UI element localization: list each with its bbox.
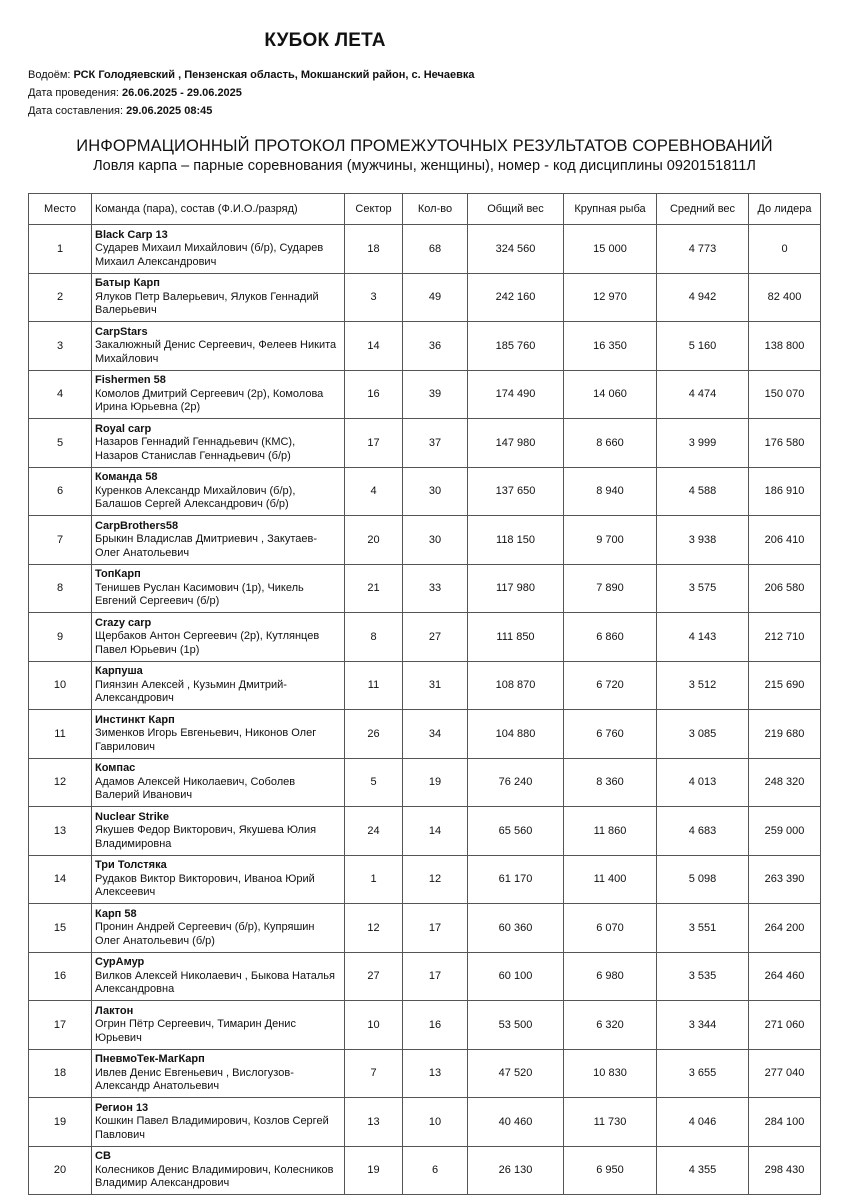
col-total-weight: Общий вес	[468, 194, 564, 225]
cell-count: 36	[403, 322, 468, 371]
cell-big-fish: 11 860	[564, 807, 657, 856]
col-count: Кол-во	[403, 194, 468, 225]
table-row	[29, 516, 821, 565]
cell-team	[92, 467, 345, 516]
cell-to-leader: 271 060	[749, 1001, 821, 1050]
compiled-value: 29.06.2025 08:45	[126, 105, 213, 117]
cell-total-weight: 137 650	[468, 467, 564, 516]
team-name: Fishermen 58	[95, 374, 166, 386]
table-row	[29, 952, 821, 1001]
col-place: Место	[29, 194, 92, 225]
cell-count: 30	[403, 516, 468, 565]
cell-to-leader: 264 460	[749, 952, 821, 1001]
col-avg-weight: Средний вес	[657, 194, 749, 225]
cell-avg-weight: 3 535	[657, 952, 749, 1001]
cell-count: 49	[403, 273, 468, 322]
cell-to-leader: 215 690	[749, 661, 821, 710]
results-table	[28, 193, 821, 1195]
cell-sector: 12	[345, 904, 403, 953]
cell-team	[92, 1146, 345, 1195]
cell-avg-weight: 3 938	[657, 516, 749, 565]
team-name: ПневмоТек-МагКарп	[95, 1053, 205, 1065]
cell-team	[92, 516, 345, 565]
meta-block	[28, 66, 475, 120]
cell-to-leader: 206 410	[749, 516, 821, 565]
cell-big-fish: 6 320	[564, 1001, 657, 1050]
cell-count: 6	[403, 1146, 468, 1195]
cell-sector: 11	[345, 661, 403, 710]
cell-count: 37	[403, 419, 468, 468]
venue-value: РСК Голодяевский , Пензенская область, Мокшанский район, с. Нечаевка	[73, 69, 475, 81]
cell-big-fish: 11 730	[564, 1098, 657, 1147]
cell-place: 10	[29, 661, 92, 710]
discipline-subtitle: Ловля карпа – парные соревнования (мужчины, женщины), номер - код дисциплины 0920151811Л	[93, 158, 756, 174]
table-row	[29, 322, 821, 371]
cell-sector: 5	[345, 758, 403, 807]
team-members: Щербаков Антон Сергеевич (2р), Кутлянцев Павел Юрьевич (1р)	[95, 630, 320, 656]
cell-place: 4	[29, 370, 92, 419]
team-members: Колесников Денис Владимирович, Колесников Владимир Александрович	[95, 1163, 334, 1189]
cell-to-leader: 277 040	[749, 1049, 821, 1098]
table-row	[29, 467, 821, 516]
cell-sector: 4	[345, 467, 403, 516]
cell-total-weight: 60 100	[468, 952, 564, 1001]
cell-avg-weight: 3 999	[657, 419, 749, 468]
cell-to-leader: 138 800	[749, 322, 821, 371]
cell-team	[92, 807, 345, 856]
cell-avg-weight: 4 942	[657, 273, 749, 322]
cell-to-leader: 264 200	[749, 904, 821, 953]
cell-total-weight: 111 850	[468, 613, 564, 662]
cell-place: 9	[29, 613, 92, 662]
team-members: Комолов Дмитрий Сергеевич (2р), Комолова Ирина Юрьевна (2р)	[95, 387, 324, 413]
table-row	[29, 273, 821, 322]
table-row	[29, 419, 821, 468]
cell-big-fish: 6 950	[564, 1146, 657, 1195]
competition-title: КУБОК ЛЕТА	[264, 30, 386, 51]
cell-count: 33	[403, 564, 468, 613]
cell-total-weight: 65 560	[468, 807, 564, 856]
cell-sector: 21	[345, 564, 403, 613]
team-name: Nuclear Strike	[95, 810, 169, 823]
cell-sector: 7	[345, 1049, 403, 1098]
cell-place: 8	[29, 564, 92, 613]
cell-team	[92, 370, 345, 419]
cell-place: 3	[29, 322, 92, 371]
cell-count: 17	[403, 952, 468, 1001]
team-name: СВ	[95, 1150, 111, 1162]
cell-avg-weight: 3 344	[657, 1001, 749, 1050]
cell-big-fish: 6 980	[564, 952, 657, 1001]
cell-big-fish: 8 940	[564, 467, 657, 516]
cell-total-weight: 108 870	[468, 661, 564, 710]
cell-place: 7	[29, 516, 92, 565]
header-row	[29, 194, 821, 225]
cell-total-weight: 53 500	[468, 1001, 564, 1050]
cell-total-weight: 118 150	[468, 516, 564, 565]
cell-big-fish: 8 360	[564, 758, 657, 807]
cell-team	[92, 1098, 345, 1147]
cell-total-weight: 104 880	[468, 710, 564, 759]
cell-sector: 24	[345, 807, 403, 856]
cell-count: 31	[403, 661, 468, 710]
cell-total-weight: 147 980	[468, 419, 564, 468]
cell-place: 16	[29, 952, 92, 1001]
team-name: ТопКарп	[95, 568, 141, 580]
cell-avg-weight: 3 655	[657, 1049, 749, 1098]
cell-place: 18	[29, 1049, 92, 1098]
cell-avg-weight: 3 575	[657, 564, 749, 613]
cell-to-leader: 82 400	[749, 273, 821, 322]
dates-line	[28, 84, 475, 102]
table-row	[29, 855, 821, 904]
cell-avg-weight: 4 683	[657, 807, 749, 856]
team-members: Ялуков Петр Валерьевич, Ялуков Геннадий Валерьевич	[95, 290, 319, 316]
team-name: Crazy carp	[95, 616, 152, 629]
cell-place: 15	[29, 904, 92, 953]
cell-total-weight: 174 490	[468, 370, 564, 419]
protocol-title: ИНФОРМАЦИОННЫЙ ПРОТОКОЛ ПРОМЕЖУТОЧНЫХ РЕЗУЛЬТАТОВ СОРЕВНОВАНИЙ	[76, 137, 773, 155]
cell-count: 68	[403, 225, 468, 274]
cell-big-fish: 12 970	[564, 273, 657, 322]
cell-team	[92, 613, 345, 662]
cell-to-leader: 263 390	[749, 855, 821, 904]
table-row	[29, 225, 821, 274]
cell-avg-weight: 3 085	[657, 710, 749, 759]
table-row	[29, 564, 821, 613]
cell-count: 27	[403, 613, 468, 662]
cell-avg-weight: 4 013	[657, 758, 749, 807]
cell-count: 30	[403, 467, 468, 516]
team-members: Вилков Алексей Николаевич , Быкова Наталья Александровна	[95, 969, 335, 995]
cell-sector: 19	[345, 1146, 403, 1195]
team-members: Закалюжный Денис Сергеевич, Фелеев Никита Михайлович	[95, 339, 337, 365]
table-row	[29, 1001, 821, 1050]
cell-avg-weight: 5 098	[657, 855, 749, 904]
team-name: Компас	[95, 762, 136, 774]
team-name: Карпуша	[95, 665, 143, 677]
cell-sector: 17	[345, 419, 403, 468]
cell-to-leader: 298 430	[749, 1146, 821, 1195]
team-members: Сударев Михаил Михайлович (б/р), Сударев Михаил Александрович	[95, 242, 324, 268]
team-members: Рудаков Виктор Викторович, Иваноа Юрий Алексеевич	[95, 872, 315, 898]
team-name: CarpBrothers58	[95, 519, 179, 532]
table-row	[29, 904, 821, 953]
cell-sector: 16	[345, 370, 403, 419]
team-members: Зименков Игорь Евгеньевич, Никонов Олег Гаврилович	[95, 727, 317, 753]
cell-to-leader: 150 070	[749, 370, 821, 419]
cell-place: 20	[29, 1146, 92, 1195]
cell-to-leader: 248 320	[749, 758, 821, 807]
cell-avg-weight: 4 046	[657, 1098, 749, 1147]
team-members: Ивлев Денис Евгеньевич , Вислогузов-Александр Анатольевич	[95, 1066, 294, 1092]
cell-total-weight: 61 170	[468, 855, 564, 904]
cell-sector: 18	[345, 225, 403, 274]
cell-big-fish: 6 070	[564, 904, 657, 953]
cell-place: 6	[29, 467, 92, 516]
table-row	[29, 1049, 821, 1098]
cell-avg-weight: 3 551	[657, 904, 749, 953]
cell-big-fish: 6 760	[564, 710, 657, 759]
cell-big-fish: 6 860	[564, 613, 657, 662]
cell-place: 14	[29, 855, 92, 904]
cell-count: 17	[403, 904, 468, 953]
col-to-leader: До лидера	[749, 194, 821, 225]
col-big-fish: Крупная рыба	[564, 194, 657, 225]
cell-team	[92, 564, 345, 613]
cell-place: 11	[29, 710, 92, 759]
cell-total-weight: 185 760	[468, 322, 564, 371]
col-sector: Сектор	[345, 194, 403, 225]
cell-place: 17	[29, 1001, 92, 1050]
team-name: Инстинкт Карп	[95, 713, 175, 726]
cell-avg-weight: 3 512	[657, 661, 749, 710]
cell-total-weight: 324 560	[468, 225, 564, 274]
cell-avg-weight: 5 160	[657, 322, 749, 371]
cell-big-fish: 15 000	[564, 225, 657, 274]
cell-sector: 1	[345, 855, 403, 904]
cell-sector: 10	[345, 1001, 403, 1050]
cell-big-fish: 11 400	[564, 855, 657, 904]
team-members: Адамов Алексей Николаевич, Соболев Валерий Иванович	[95, 775, 296, 801]
table-row	[29, 710, 821, 759]
cell-sector: 20	[345, 516, 403, 565]
cell-to-leader: 176 580	[749, 419, 821, 468]
cell-place: 1	[29, 225, 92, 274]
cell-count: 39	[403, 370, 468, 419]
cell-big-fish: 6 720	[564, 661, 657, 710]
team-members: Огрин Пётр Сергеевич, Тимарин Денис Юрьевич	[95, 1018, 296, 1044]
cell-avg-weight: 4 773	[657, 225, 749, 274]
cell-sector: 14	[345, 322, 403, 371]
venue-line	[28, 66, 475, 84]
cell-team	[92, 225, 345, 274]
cell-sector: 13	[345, 1098, 403, 1147]
team-members: Куренков Александр Михайлович (б/р), Балашов Сергей Александрович (б/р)	[95, 484, 296, 510]
cell-big-fish: 16 350	[564, 322, 657, 371]
cell-avg-weight: 4 355	[657, 1146, 749, 1195]
cell-to-leader: 219 680	[749, 710, 821, 759]
dates-value: 26.06.2025 - 29.06.2025	[122, 87, 242, 99]
cell-to-leader: 259 000	[749, 807, 821, 856]
cell-place: 13	[29, 807, 92, 856]
team-members: Пронин Андрей Сергеевич (б/р), Купряшин Олег Анатольевич (б/р)	[95, 921, 315, 947]
team-name: Регион 13	[95, 1101, 149, 1114]
team-name: CarpStars	[95, 325, 148, 338]
cell-team	[92, 419, 345, 468]
cell-to-leader: 284 100	[749, 1098, 821, 1147]
cell-count: 14	[403, 807, 468, 856]
cell-team	[92, 273, 345, 322]
cell-to-leader: 186 910	[749, 467, 821, 516]
cell-to-leader: 206 580	[749, 564, 821, 613]
table-row	[29, 370, 821, 419]
cell-place: 12	[29, 758, 92, 807]
cell-total-weight: 60 360	[468, 904, 564, 953]
cell-total-weight: 40 460	[468, 1098, 564, 1147]
dates-label: Дата проведения:	[28, 87, 123, 99]
cell-team	[92, 710, 345, 759]
cell-total-weight: 47 520	[468, 1049, 564, 1098]
cell-avg-weight: 4 588	[657, 467, 749, 516]
cell-team	[92, 904, 345, 953]
cell-count: 10	[403, 1098, 468, 1147]
cell-team	[92, 758, 345, 807]
cell-place: 2	[29, 273, 92, 322]
cell-team	[92, 1049, 345, 1098]
cell-big-fish: 7 890	[564, 564, 657, 613]
venue-label: Водоём:	[28, 69, 74, 81]
table-row	[29, 661, 821, 710]
cell-big-fish: 14 060	[564, 370, 657, 419]
cell-avg-weight: 4 474	[657, 370, 749, 419]
cell-total-weight: 76 240	[468, 758, 564, 807]
cell-team	[92, 952, 345, 1001]
cell-count: 13	[403, 1049, 468, 1098]
cell-to-leader: 212 710	[749, 613, 821, 662]
cell-avg-weight: 4 143	[657, 613, 749, 662]
cell-total-weight: 117 980	[468, 564, 564, 613]
table-row	[29, 1146, 821, 1195]
team-members: Пиянзин Алексей , Кузьмин Дмитрий-Александрович	[95, 678, 287, 704]
table-row	[29, 758, 821, 807]
cell-place: 19	[29, 1098, 92, 1147]
team-name: Команда 58	[95, 471, 158, 483]
cell-place: 5	[29, 419, 92, 468]
cell-count: 12	[403, 855, 468, 904]
team-members: Тенишев Руслан Касимович (1р), Чикель Евгений Сергеевич (б/р)	[95, 581, 304, 607]
cell-sector: 8	[345, 613, 403, 662]
team-name: Карп 58	[95, 907, 137, 920]
cell-count: 19	[403, 758, 468, 807]
table-row	[29, 1098, 821, 1147]
cell-team	[92, 1001, 345, 1050]
team-members: Якушев Федор Викторович, Якушева Юлия Владимировна	[95, 824, 317, 850]
cell-big-fish: 9 700	[564, 516, 657, 565]
cell-big-fish: 10 830	[564, 1049, 657, 1098]
compiled-line	[28, 102, 475, 120]
cell-team	[92, 322, 345, 371]
team-name: Батыр Карп	[95, 277, 160, 289]
table-row	[29, 807, 821, 856]
cell-team	[92, 855, 345, 904]
cell-team	[92, 661, 345, 710]
team-members: Брыкин Владислав Дмитриевич , Закутаев-Олег Анатольевич	[95, 533, 318, 559]
col-team: Команда (пара), состав (Ф.И.О./разряд)	[92, 194, 345, 225]
team-name: СурАмур	[95, 956, 145, 968]
cell-sector: 26	[345, 710, 403, 759]
team-members: Кошкин Павел Владимирович, Козлов Сергей Павлович	[95, 1115, 329, 1141]
table-row	[29, 613, 821, 662]
compiled-label: Дата составления:	[28, 105, 127, 117]
cell-count: 16	[403, 1001, 468, 1050]
cell-sector: 27	[345, 952, 403, 1001]
team-name: Royal carp	[95, 422, 152, 435]
team-name: Black Carp 13	[95, 228, 168, 241]
cell-count: 34	[403, 710, 468, 759]
cell-to-leader: 0	[749, 225, 821, 274]
cell-sector: 3	[345, 273, 403, 322]
team-members: Назаров Геннадий Геннадьевич (КМС), Назаров Станислав Геннадьевич (б/р)	[95, 436, 296, 462]
team-name: Лактон	[95, 1004, 134, 1017]
team-name: Три Толстяка	[95, 859, 167, 871]
cell-big-fish: 8 660	[564, 419, 657, 468]
cell-total-weight: 26 130	[468, 1146, 564, 1195]
cell-total-weight: 242 160	[468, 273, 564, 322]
